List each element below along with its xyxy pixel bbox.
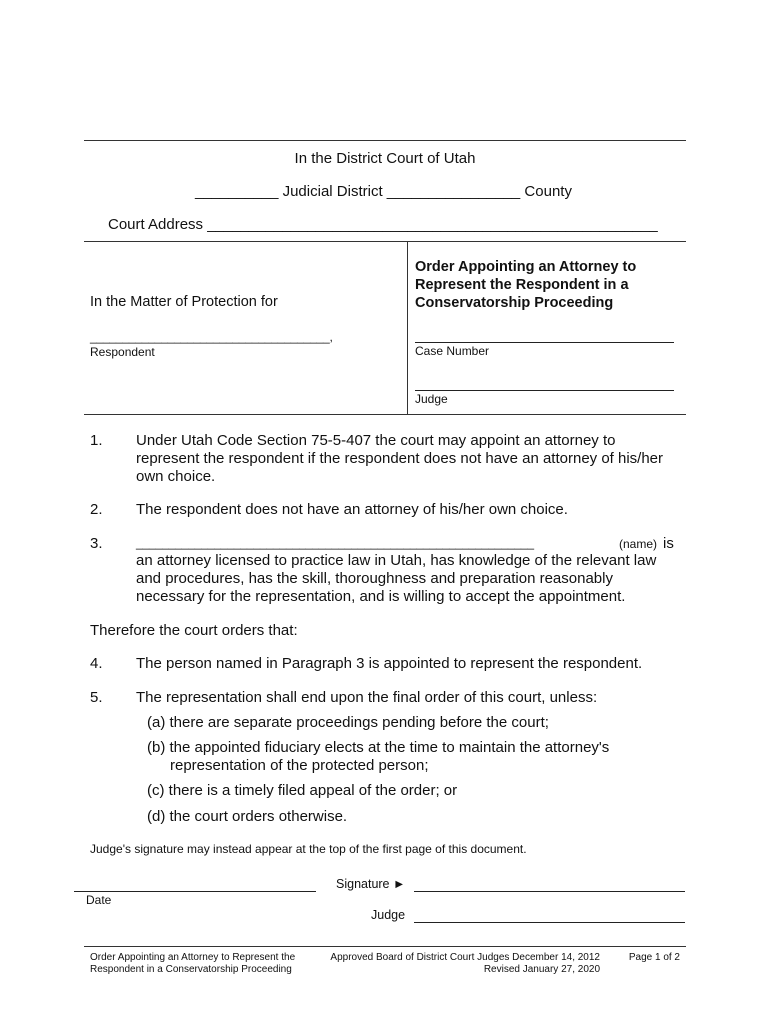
respondent-blank: _____________________________________, — [90, 330, 333, 344]
footer-approved-line-1: Approved Board of District Court Judges December 14, 2012 — [330, 952, 600, 963]
footer-title-line-2: Respondent in a Conservatorship Proceeding — [90, 964, 292, 975]
respondent-label: Respondent — [90, 345, 155, 359]
district-line: __________ Judicial District ________________ County — [195, 183, 572, 200]
judge-signature-note: Judge's signature may instead appear at the top of the first page of this document. — [90, 842, 527, 856]
paragraph-3-number: 3. — [90, 535, 103, 552]
sub-item-d: (d) the court orders otherwise. — [147, 808, 348, 825]
sub-item-b-cont: representation of the protected person; — [170, 757, 429, 774]
paragraph-1-text: Under Utah Code Section 75-5-407 the court may appoint an attorney to represent the respondent if the respondent does not have an attorney of his/her own choice. — [136, 432, 664, 485]
footer-rule — [84, 946, 686, 947]
caption-divider — [407, 241, 408, 414]
top-rule — [84, 140, 686, 141]
matter-label: In the Matter of Protection for — [90, 294, 278, 310]
case-number-label: Case Number — [415, 344, 490, 358]
judge-signature-line — [414, 922, 685, 923]
paragraph-1-number: 1. — [90, 432, 103, 449]
name-label: (name) — [619, 537, 658, 551]
paragraph-3-is: is — [663, 535, 674, 552]
judge-signature-label: Judge — [371, 908, 406, 922]
caption-top-rule — [84, 241, 686, 242]
paragraph-4-text: The person named in Paragraph 3 is appointed to represent the respondent. — [136, 655, 643, 672]
footer-title-line-1: Order Appointing an Attorney to Represent the — [90, 952, 296, 963]
case-number-line — [415, 342, 674, 343]
paragraph-2-text: The respondent does not have an attorney of his/her own choice. — [136, 501, 568, 518]
signature-label: Signature ► — [336, 877, 406, 891]
signature-line — [414, 891, 685, 892]
caption-bottom-rule — [84, 414, 686, 415]
sub-item-c: (c) there is a timely filed appeal of the order; or — [147, 782, 458, 799]
court-address-line: Court Address ______________________________________________________ — [108, 216, 658, 233]
sub-item-b: (b) the appointed fiduciary elects at the time to maintain the attorney's — [147, 739, 610, 756]
date-line — [74, 891, 316, 892]
therefore-line: Therefore the court orders that: — [90, 622, 298, 639]
order-title: Order Appointing an Attorney to Represent the Respondent in a Conservatorship Proceeding — [415, 259, 637, 311]
paragraph-2-number: 2. — [90, 501, 103, 518]
judge-line — [415, 390, 674, 391]
footer-approved-line-2: Revised January 27, 2020 — [483, 964, 600, 975]
judge-label: Judge — [415, 392, 448, 406]
court-title: In the District Court of Utah — [294, 150, 476, 167]
sub-item-a: (a) there are separate proceedings pending before the court; — [147, 714, 549, 731]
date-label: Date — [86, 893, 112, 907]
paragraph-3-text: an attorney licensed to practice law in Utah, has knowledge of the relevant law and procedures, has the skill, thoroughness and preparation reasonably necessary for the representation, and is willing to accept the appointment. — [136, 552, 657, 605]
paragraph-5-text: The representation shall end upon the final order of this court, unless: — [136, 689, 598, 706]
footer-page-number: Page 1 of 2 — [628, 952, 680, 963]
paragraph-4-number: 4. — [90, 655, 103, 672]
name-blank: _____________________________________________________________ — [136, 536, 534, 550]
paragraph-5-number: 5. — [90, 689, 103, 706]
